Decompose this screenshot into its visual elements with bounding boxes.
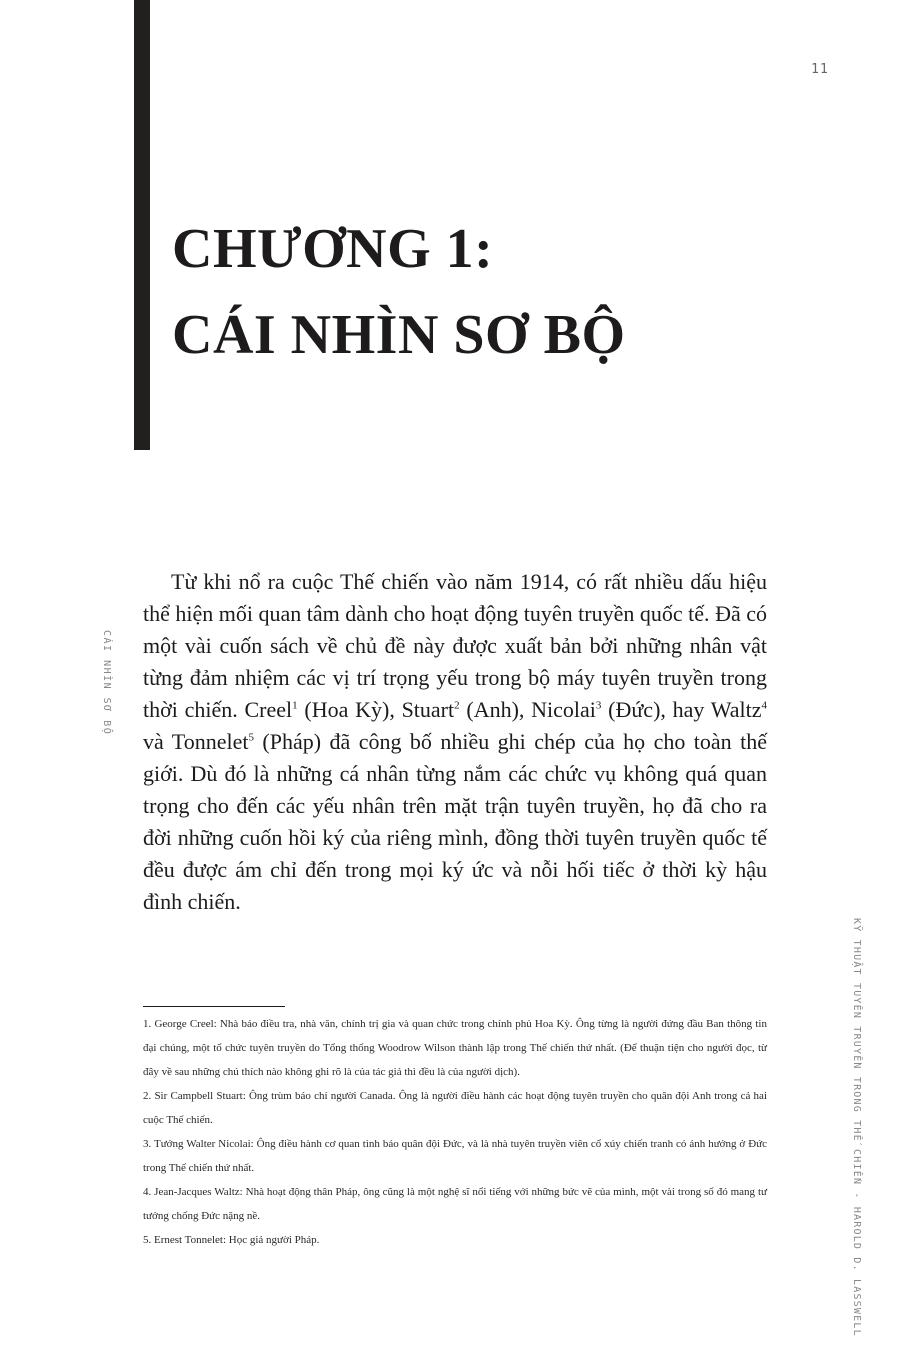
chapter-accent-bar bbox=[134, 0, 150, 450]
body-text-segment: (Đức), hay Waltz bbox=[601, 697, 762, 722]
chapter-title-line-2: CÁI NHÌN SƠ BỘ bbox=[172, 304, 626, 366]
body-text-segment: (Hoa Kỳ), Stuart bbox=[297, 697, 455, 722]
footnote-item-3: 3. Tướng Walter Nicolai: Ông điều hành cơ quan tình báo quân đội Đức, và là nhà tuyên truyền viên cổ xúy chiến tranh có ảnh hưởng ở Đức trong Thế chiến thứ nhất. bbox=[143, 1138, 767, 1174]
footnote-item-4: 4. Jean-Jacques Waltz: Nhà hoạt động thân Pháp, ông cũng là một nghệ sĩ nổi tiếng với những bức vẽ của mình, một vài trong số đó mang tư tưởng chống Đức nặng nề. bbox=[143, 1186, 767, 1222]
body-text-segment: và Tonnelet bbox=[143, 729, 249, 754]
page-number: 11 bbox=[811, 62, 829, 77]
footnote-ref-1: 1 bbox=[292, 699, 298, 712]
chapter-title-line-1: CHƯƠNG 1: bbox=[172, 218, 494, 280]
body-text-segment: (Anh), Nicolai bbox=[459, 697, 596, 722]
footnote-ref-3: 3 bbox=[595, 699, 602, 712]
footnote-ref-4: 4 bbox=[761, 699, 768, 712]
body-text-segment: Từ khi nổ ra cuộc Thế chiến vào năm 1914, có rất nhiều dấu hiệu thể hiện mối quan tâm dành cho hoạt động tuyên truyền quốc tế. Đã có một vài cuốn sách về chủ đề này được xuất bản bởi những nhân vật từng đảm nhiệm các vị trí trọng yếu trong bộ máy tuyên truyền trong thời chiến. Creel bbox=[143, 569, 767, 722]
footnote-divider bbox=[143, 1006, 285, 1007]
side-running-header-chapter: CÁI NHÌN SƠ BỘ bbox=[101, 630, 112, 736]
body-paragraph bbox=[143, 566, 767, 918]
footnote-item-5: 5. Ernest Tonnelet: Học giả người Pháp. bbox=[143, 1234, 320, 1246]
footnote-item-2: 2. Sir Campbell Stuart: Ông trùm báo chí người Canada. Ông là người điều hành các hoạt động tuyên truyền cho quân đội Anh trong cả hai cuộc Thế chiến. bbox=[143, 1090, 767, 1126]
footnote-ref-5: 5 bbox=[248, 731, 254, 744]
footnote-list bbox=[143, 1012, 767, 1252]
footnote-ref-2: 2 bbox=[454, 699, 460, 712]
chapter-title bbox=[172, 206, 872, 378]
body-text-segment: (Pháp) đã công bố nhiều ghi chép của họ cho toàn thế giới. Dù đó là những cá nhân từng nắm các chức vụ không quá quan trọng cho đến các yếu nhân trên mặt trận tuyên truyền, họ đã cho ra đời những cuốn hồi ký của riêng mình, đồng thời tuyên truyền quốc tế đều được ám chỉ đến trong mọi ký ức và nỗi hối tiếc ở thời kỳ hậu đình chiến. bbox=[143, 729, 767, 914]
side-running-header-book: KỸ THUẬT TUYÊN TRUYỀN TRONG THẾ CHIẾN - HAROLD D. LASSWELL bbox=[851, 918, 862, 1337]
footnote-item-1: 1. George Creel: Nhà báo điều tra, nhà văn, chính trị gia và quan chức trong chính phủ Hoa Kỳ. Ông từng là người đứng đầu Ban thông tin đại chúng, một tổ chức tuyên truyền do Tổng thống Woodrow Wilson thành lập trong Thế chiến thứ nhất. (Để thuận tiện cho người đọc, từ đây về sau những chú thích nào không ghi rõ là của tác giả thì đều là của người dịch). bbox=[143, 1018, 767, 1078]
